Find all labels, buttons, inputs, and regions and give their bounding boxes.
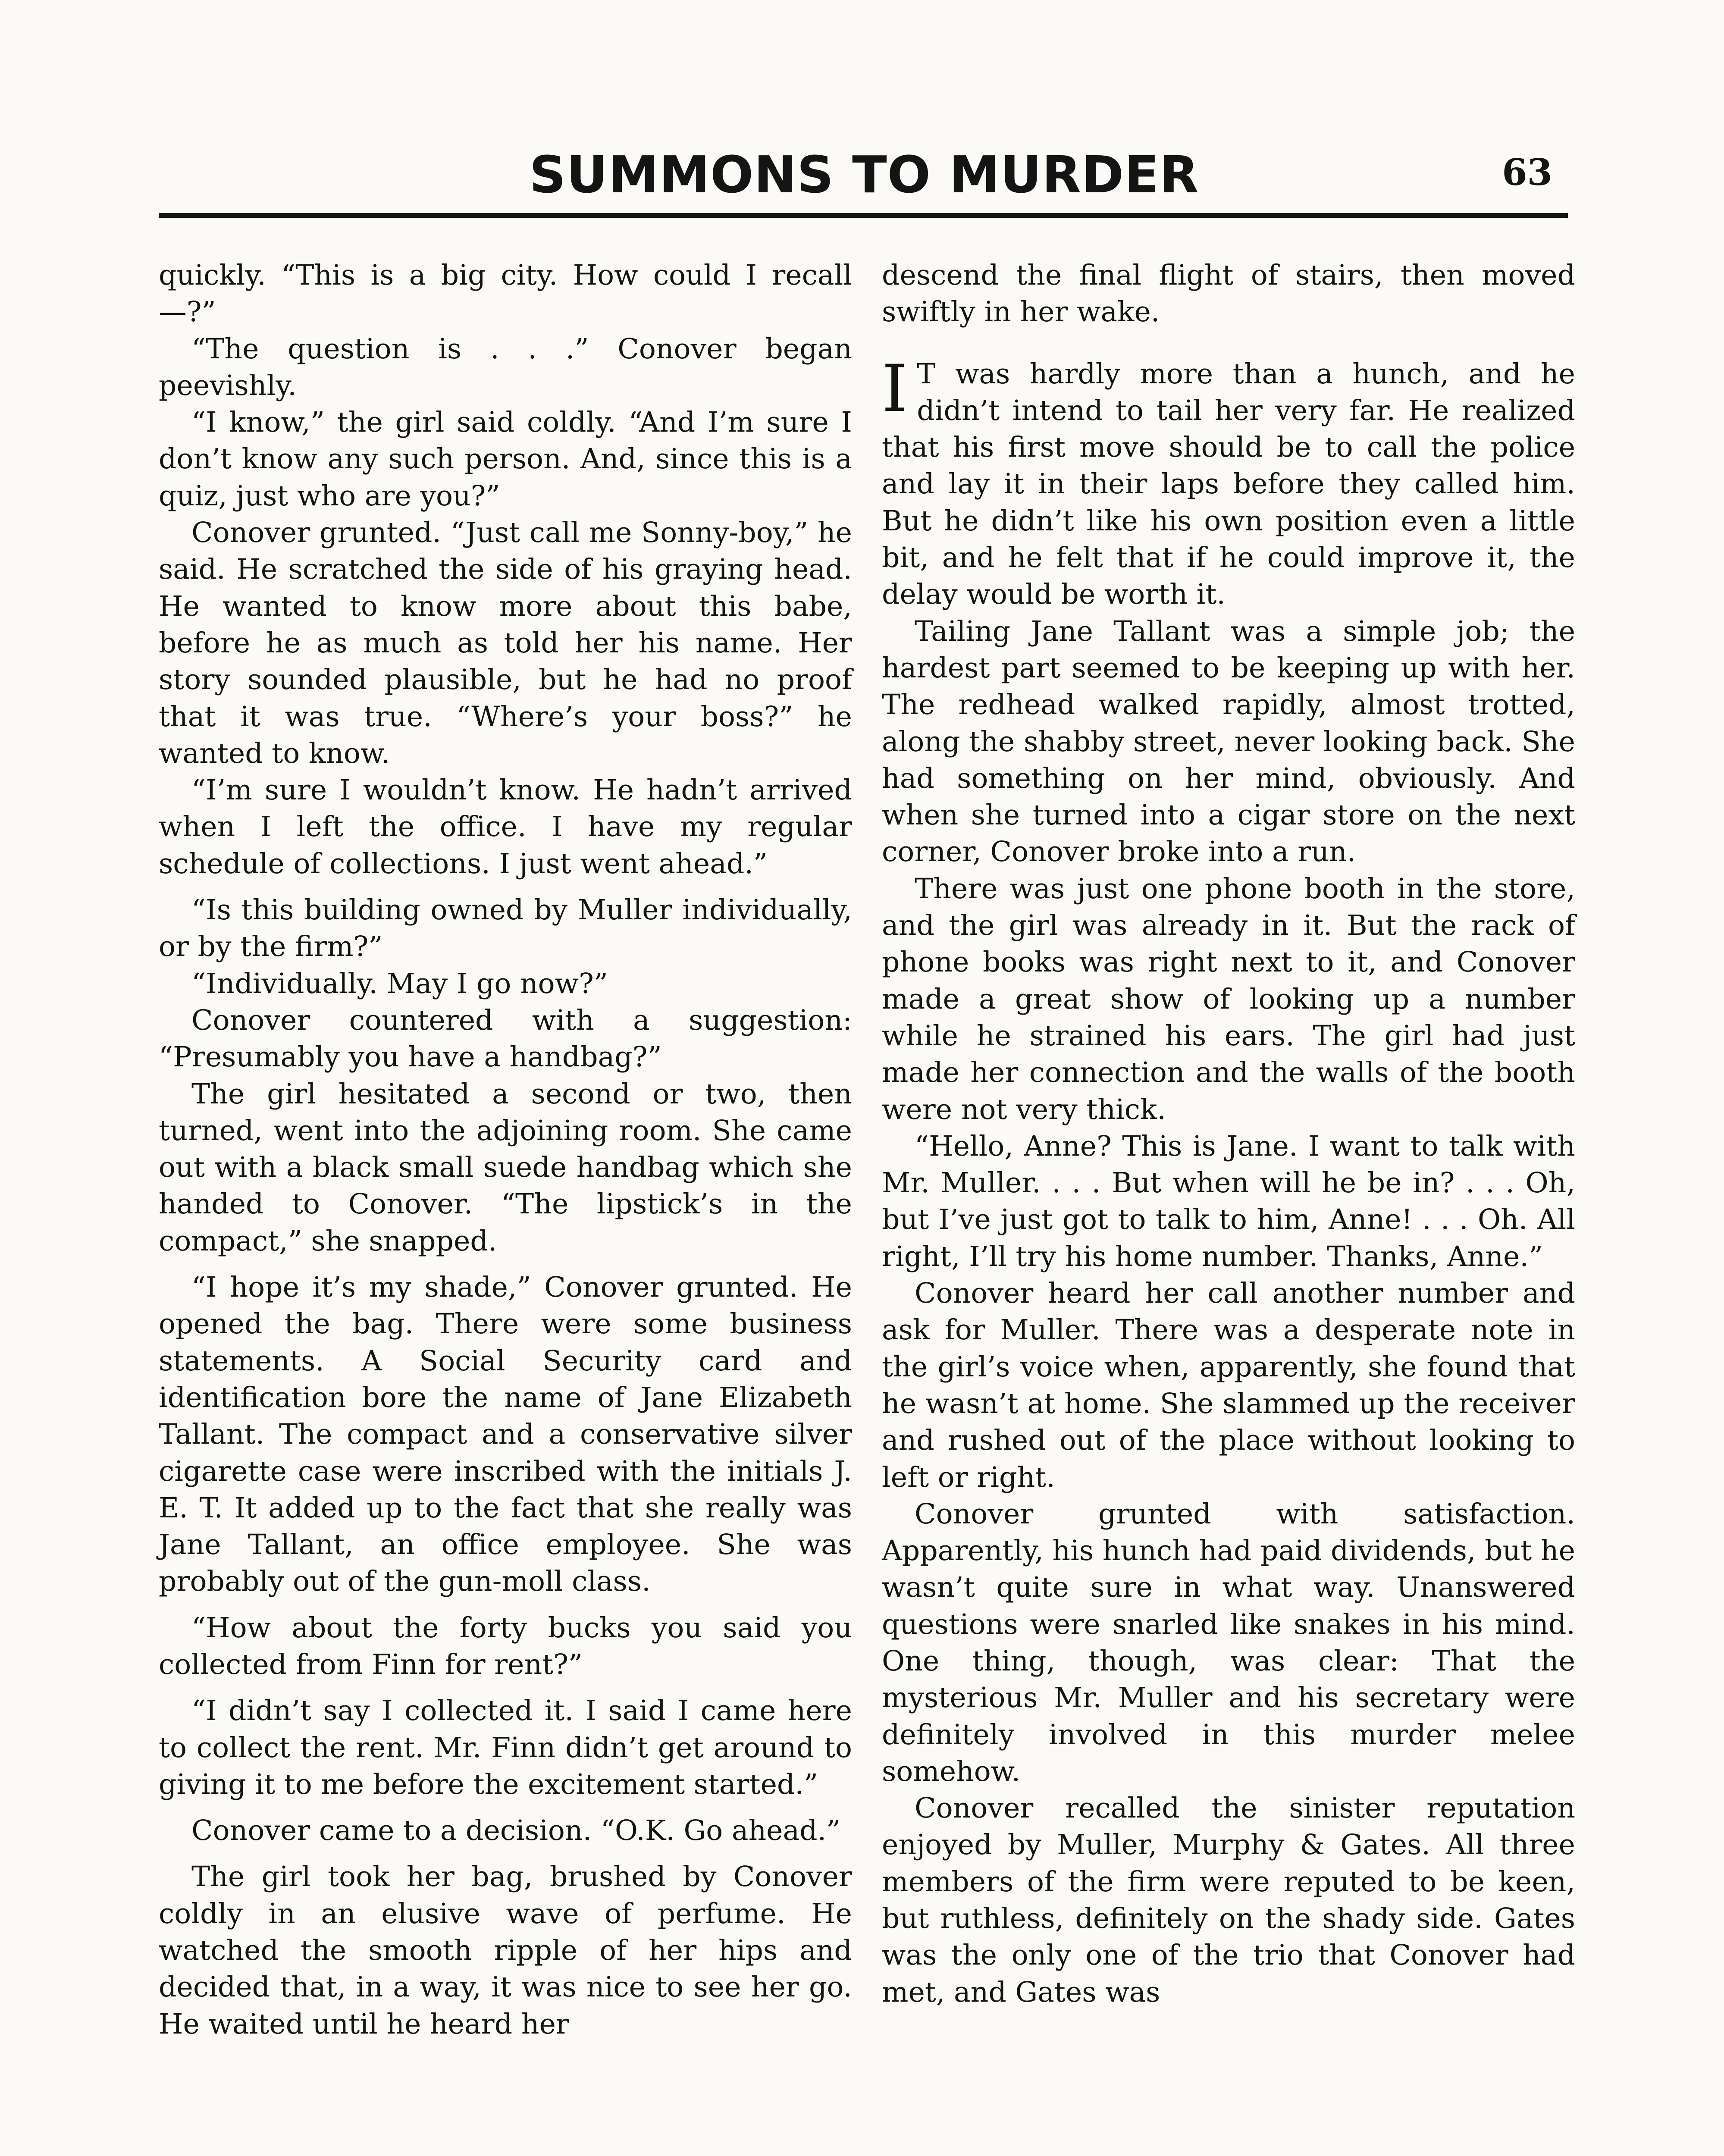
header-rule xyxy=(159,213,1568,218)
page-header xyxy=(159,142,1570,207)
paragraph: “I hope it’s my shade,” Conover grunted. He opened the bag. There were some business statements. A Social Security card and identification bore the name of Jane Elizabeth Tallant. The compact and a conservative silver cigarette case were inscribed with the initials J. E. T. It added up to the fact that she really was Jane Tallant, an office employee. She was probably out of the gun-moll class. xyxy=(159,1271,852,1598)
paragraph: Conover countered with a suggestion: “Presumably you have a handbag?” xyxy=(159,1004,852,1074)
paragraph: “How about the forty bucks you said you collected from Finn for rent?” xyxy=(159,1611,852,1681)
paragraph: descend the final flight of stairs, then moved swiftly in her wake. xyxy=(882,259,1575,329)
paragraph: Tailing Jane Tallant was a simple job; the hardest part seemed to be keeping up with her. The redhead walked rapidly, almost trotted, along the shabby street, never looking back. She had something on her mind, obviously. And when she turned into a cigar store on the next corner, Conover broke into a run. xyxy=(882,615,1575,868)
paragraph-text: T was hardly more than a hunch, and he didn’t intend to tail her very far. He realized that his first move should be to call the police and lay it in their laps before they called him. But he didn’t like his own position even a little bit, and he felt that if he could improve it, the delay would be worth it. xyxy=(882,357,1575,611)
paragraph: “I’m sure I wouldn’t know. He hadn’t arrived when I left the office. I have my regular schedule of collections. I just went ahead.” xyxy=(159,774,852,880)
paragraph: “The question is . . .” Conover began peevishly. xyxy=(159,332,852,402)
paragraph: quickly. “This is a big city. How could I recall—?” xyxy=(159,259,852,329)
page-number: 63 xyxy=(1502,151,1552,194)
page-title: SUMMONS TO MURDER xyxy=(529,145,1199,204)
paragraph: There was just one phone booth in the store, and the girl was already in it. But the rack of phone books was right next to it, and Conover made a great show of looking up a number while he strained his ears. The girl had just made her connection and the walls of the booth were not very thick. xyxy=(882,872,1575,1126)
paragraph: Conover came to a decision. “O.K. Go ahead.” xyxy=(191,1814,841,1847)
section-opening-paragraph xyxy=(882,351,1575,613)
paragraph: “I didn’t say I collected it. I said I came here to collect the rent. Mr. Finn didn’t get around to giving it to me before the excitement started.” xyxy=(159,1695,852,1801)
drop-cap: I xyxy=(882,351,908,426)
paragraph: “Hello, Anne? This is Jane. I want to talk with Mr. Muller. . . . But when will he be in? . . . Oh, but I’ve just got to talk to him, Anne! . . . Oh. All right, I’ll try his home number. Thanks, Anne.” xyxy=(882,1130,1575,1273)
paragraph: The girl hesitated a second or two, then turned, went into the adjoining room. She came out with a black small suede handbag which she handed to Conover. “The lipstick’s in the compact,” she snapped. xyxy=(159,1078,852,1257)
paragraph: Conover grunted with satisfaction. Apparently, his hunch had paid dividends, but he wasn’t quite sure in what way. Unanswered questions were snarled like snakes in his mind. One thing, though, was clear: That the mysterious Mr. Muller and his secretary were definitely involved in this murder melee somehow. xyxy=(882,1498,1575,1788)
paragraph: “Individually. May I go now?” xyxy=(191,967,608,1000)
paragraph: The girl took her bag, brushed by Conover coldly in an elusive wave of perfume. He watched the smooth ripple of her hips and decided that, in a way, it was nice to see her go. He waited until he heard her xyxy=(159,1861,852,2040)
paragraph: “I know,” the girl said coldly. “And I’m sure I don’t know any such person. And, since this is a quiz, just who are you?” xyxy=(159,406,852,512)
right-column xyxy=(882,257,1575,2011)
paragraph: “Is this building owned by Muller individually, or by the firm?” xyxy=(159,894,852,963)
paragraph: Conover recalled the sinister reputation enjoyed by Muller, Murphy & Gates. All three members of the firm were reputed to be keen, but ruthless, definitely on the shady side. Gates was the only one of the trio that Conover had met, and Gates was xyxy=(882,1792,1575,2009)
paragraph: Conover grunted. “Just call me Sonny-boy,” he said. He scratched the side of his graying head. He wanted to know more about this babe, before he as much as told her his name. Her story sounded plausible, but he had no proof that it was true. “Where’s your boss?” he wanted to know. xyxy=(159,517,852,770)
left-column xyxy=(159,257,852,2043)
paragraph: Conover heard her call another number and ask for Muller. There was a desperate note in the girl’s voice when, apparently, she found that he wasn’t at home. She slammed up the receiver and rushed out of the place without looking to left or right. xyxy=(882,1277,1575,1494)
